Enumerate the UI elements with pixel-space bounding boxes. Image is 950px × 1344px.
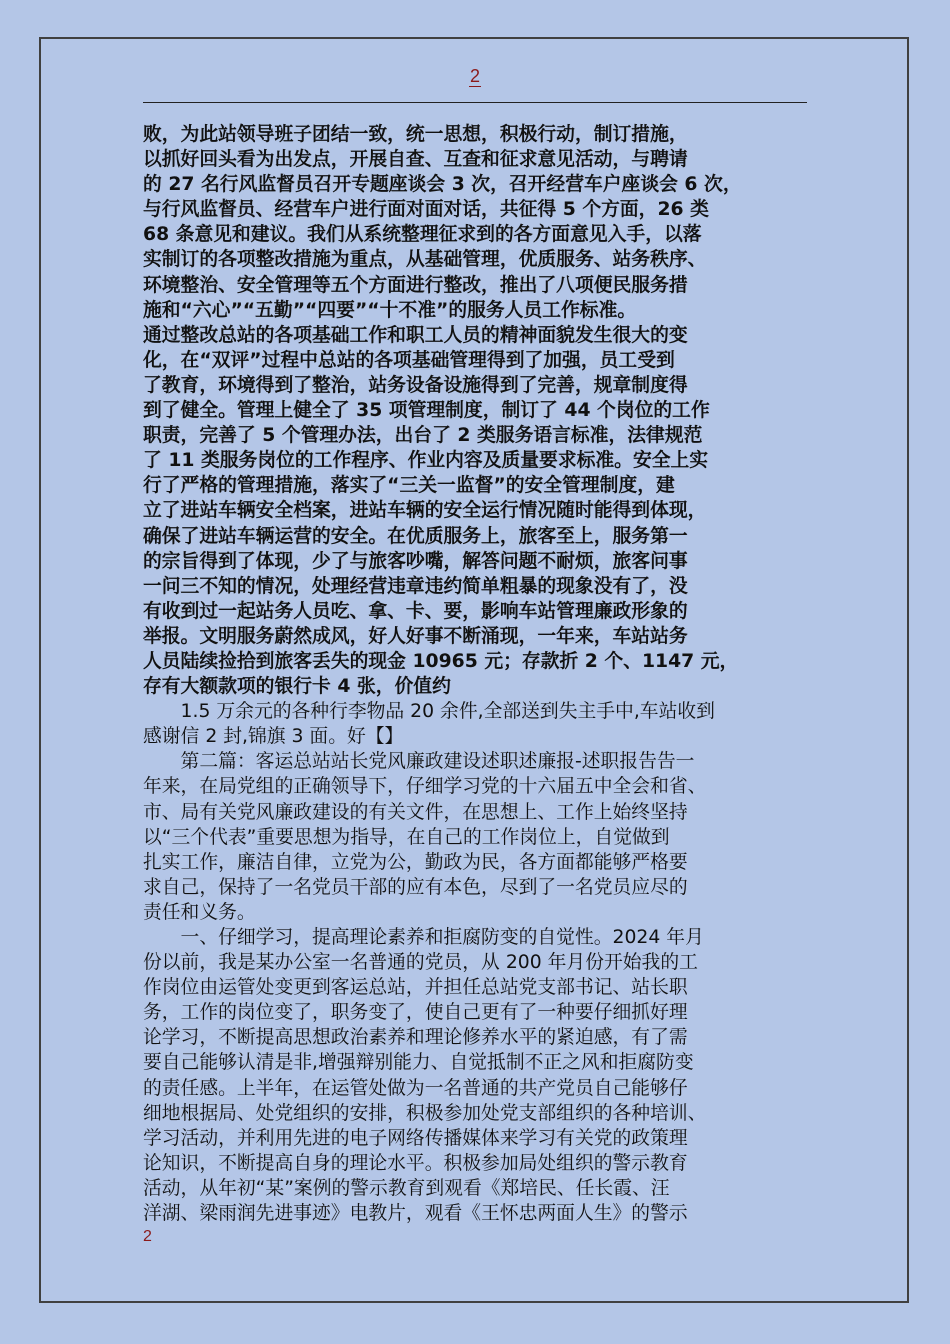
text-line: 作岗位由运管处变更到客运总站，并担任总站党支部书记、站长职 bbox=[143, 977, 688, 999]
text-line: 通过整改总站的各项基础工作和职工人员的精神面貌发生很大的变 bbox=[143, 324, 688, 346]
text-line: 到了健全。管理上健全了 35 项管理制度，制订了 44 个岗位的工作 bbox=[143, 400, 710, 422]
text-line: 68 条意见和建议。我们从系统整理征求到的各方面意见入手，以落 bbox=[143, 224, 702, 246]
text-line: 份以前，我是某办公室一名普通的党员，从 200 年月份开始我的工 bbox=[143, 952, 698, 974]
text-line: 环境整治、安全管理等五个方面进行整改，推出了八项便民服务措 bbox=[143, 274, 688, 296]
text-line: 学习活动，并利用先进的电子网络传播媒体来学习有关党的政策理 bbox=[143, 1127, 688, 1149]
text-line: 求自己，保持了一名党员干部的应有本色，尽到了一名党员应尽的 bbox=[143, 876, 688, 898]
text-line: 的宗旨得到了体现，少了与旅客吵嘴，解答问题不耐烦，旅客问事 bbox=[143, 550, 688, 572]
text-line: 以“三个代表”重要思想为指导，在自己的工作岗位上，自觉做到 bbox=[143, 826, 670, 848]
text-line: 败，为此站领导班子团结一致，统一思想，积极行动，制订措施， bbox=[143, 124, 688, 145]
document-body bbox=[143, 122, 815, 1226]
text-line: 务，工作的岗位变了，职务变了，使自己更有了一种要仔细抓好理 bbox=[143, 1002, 688, 1024]
text-line: 有收到过一起站务人员吃、拿、卡、要，影响车站管理廉政形象的 bbox=[143, 600, 688, 622]
text-line: 一、仔细学习，提高理论素养和拒腐防变的自觉性。2024 年月 bbox=[143, 927, 704, 948]
text-line: 细地根据局、处党组织的安排，积极参加处党支部组织的各种培训、 bbox=[143, 1102, 707, 1124]
text-line: 实制订的各项整改措施为重点，从基础管理，优质服务、站务秩序、 bbox=[143, 249, 707, 271]
text-line: 论学习，不断提高思想政治素养和理论修养水平的紧迫感，有了需 bbox=[143, 1027, 688, 1049]
text-line: 人员陆续捡拾到旅客丢失的现金 10965 元；存款折 2 个、1147 元， bbox=[143, 650, 739, 672]
text-line: 立了进站车辆安全档案，进站车辆的安全运行情况随时能得到体现， bbox=[143, 500, 707, 522]
text-line: 市、局有关党风廉政建设的有关文件，在思想上、工作上始终坚持 bbox=[143, 801, 688, 823]
text-line: 感谢信 2 封,锦旗 3 面。好【】 bbox=[143, 726, 404, 748]
text-line: 施和“六心”“五勤”“四要”“十不准”的服务人员工作标准。 bbox=[143, 299, 637, 321]
text-line: 扎实工作，廉洁自律，立党为公，勤政为民，各方面都能够严格要 bbox=[143, 851, 688, 873]
text-line: 第二篇：客运总站站长党风廉政建设述职述廉报-述职报告告一 bbox=[143, 751, 695, 773]
text-line: 的 27 名行风监督员召开专题座谈会 3 次，召开经营车户座谈会 6 次， bbox=[143, 174, 742, 196]
header-page-number: 2 bbox=[469, 66, 480, 86]
text-line: 行了严格的管理措施，落实了“三关一监督”的安全管理制度，建 bbox=[143, 475, 675, 497]
footer-page-number: 2 bbox=[143, 1228, 152, 1245]
text-line: 一问三不知的情况，处理经营违章违约简单粗暴的现象没有了，没 bbox=[143, 575, 688, 597]
text-line: 年来，在局党组的正确领导下，仔细学习党的十六届五中全会和省、 bbox=[143, 776, 707, 798]
text-line: 确保了进站车辆运营的安全。在优质服务上，旅客至上，服务第一 bbox=[143, 525, 688, 547]
text-line: 与行风监督员、经营车户进行面对面对话，共征得 5 个方面，26 类 bbox=[143, 199, 709, 221]
text-line: 化，在“双评”过程中总站的各项基础管理得到了加强，员工受到 bbox=[143, 349, 675, 371]
text-line: 要自己能够认清是非,增强辩别能力、自觉抵制不正之风和拒腐防变 bbox=[143, 1052, 694, 1074]
text-line: 洋湖、梁雨润先进事迹》电教片，观看《王怀忠两面人生》的警示 bbox=[143, 1203, 688, 1225]
text-line: 举报。文明服务蔚然成风，好人好事不断涌现，一年来，车站站务 bbox=[143, 625, 688, 647]
text-line: 以抓好回头看为出发点，开展自查、互查和征求意见活动，与聘请 bbox=[143, 149, 688, 171]
text-line: 了教育，环境得到了整治，站务设备设施得到了完善，规章制度得 bbox=[143, 374, 688, 396]
text-line: 论知识，不断提高自身的理论水平。积极参加局处组织的警示教育 bbox=[143, 1152, 688, 1174]
header-rule bbox=[143, 102, 807, 103]
text-line: 的责任感。上半年，在运管处做为一名普通的共产党员自己能够仔 bbox=[143, 1077, 688, 1099]
text-line: 责任和义务。 bbox=[143, 901, 256, 923]
text-line: 1.5 万余元的各种行李物品 20 余件,全部送到失主手中,车站收到 bbox=[143, 701, 715, 723]
text-line: 存有大额款项的银行卡 4 张，价值约 bbox=[143, 676, 451, 698]
text-line: 活动，从年初“某”案例的警示教育到观看《郑培民、任长霞、汪 bbox=[143, 1177, 670, 1199]
text-line: 职责，完善了 5 个管理办法，出台了 2 类服务语言标准，法律规范 bbox=[143, 425, 703, 447]
text-line: 了 11 类服务岗位的工作程序、作业内容及质量要求标准。安全上实 bbox=[143, 450, 709, 472]
